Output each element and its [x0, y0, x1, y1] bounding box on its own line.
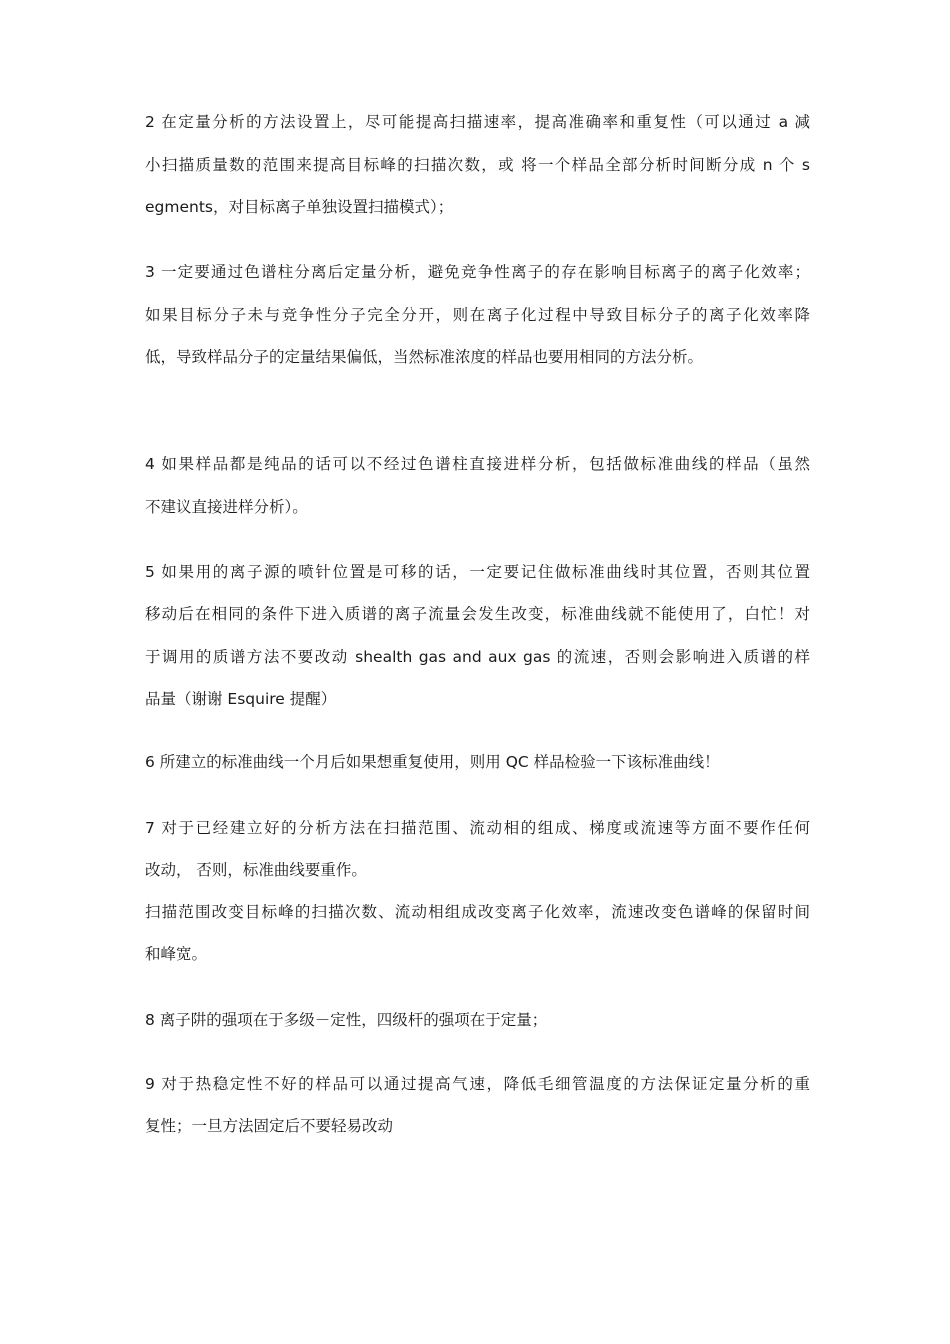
paragraph-9-line-1: 9 对于热稳定性不好的样品可以通过提高气速，降低毛细管温度的方法保证定量分析的重: [145, 1075, 810, 1093]
paragraph-3-line-3: 低，导致样品分子的定量结果偏低，当然标准浓度的样品也要用相同的方法分析。: [145, 348, 704, 366]
paragraph-3-line-2: 如果目标分子未与竞争性分子完全分开，则在离子化过程中导致目标分子的离子化效率降: [145, 306, 810, 324]
paragraph-3-line-1: 3 一定要通过色谱柱分离后定量分析，避免竞争性离子的存在影响目标离子的离子化效率；: [145, 263, 810, 281]
paragraph-9-line-2: 复性；一旦方法固定后不要轻易改动: [145, 1117, 394, 1135]
paragraph-2-line-2: 小扫描质量数的范围来提高目标峰的扫描次数，或 将一个样品全部分析时间断分成 n 个 s: [145, 156, 810, 174]
paragraph-5-line-1: 5 如果用的离子源的喷针位置是可移的话，一定要记住做标准曲线时其位置，否则其位置: [145, 563, 810, 581]
paragraph-7-line-3: 扫描范围改变目标峰的扫描次数、流动相组成改变离子化效率，流速改变色谱峰的保留时间: [145, 903, 810, 921]
paragraph-5-line-4: 品量（谢谢 Esquire 提醒）: [145, 690, 337, 708]
paragraph-5-line-2: 移动后在相同的条件下进入质谱的离子流量会发生改变，标准曲线就不能使用了，白忙！对: [145, 605, 810, 623]
paragraph-5-line-3: 于调用的质谱方法不要改动 shealth gas and aux gas 的流速，否则会影响进入质谱的样: [145, 648, 810, 666]
paragraph-6-line-1: 6 所建立的标准曲线一个月后如果想重复使用，则用 QC 样品检验一下该标准曲线！: [145, 753, 720, 771]
paragraph-4-line-2: 不建议直接进样分析）。: [145, 498, 308, 516]
paragraph-7-line-4: 和峰宽。: [145, 945, 208, 963]
paragraph-2-line-3: egments，对目标离子单独设置扫描模式）；: [145, 198, 454, 216]
paragraph-7-line-1: 7 对于已经建立好的分析方法在扫描范围、流动相的组成、梯度或流速等方面不要作任何: [145, 819, 810, 837]
paragraph-8-line-1: 8 离子阱的强项在于多级－定性，四级杆的强项在于定量；: [145, 1011, 548, 1029]
paragraph-7-line-2: 改动， 否则，标准曲线要重作。: [145, 861, 367, 879]
paragraph-2-line-1: 2 在定量分析的方法设置上，尽可能提高扫描速率，提高准确率和重复性（可以通过 a 减: [145, 113, 810, 131]
paragraph-4-line-1: 4 如果样品都是纯品的话可以不经过色谱柱直接进样分析，包括做标准曲线的样品（虽然: [145, 455, 810, 473]
